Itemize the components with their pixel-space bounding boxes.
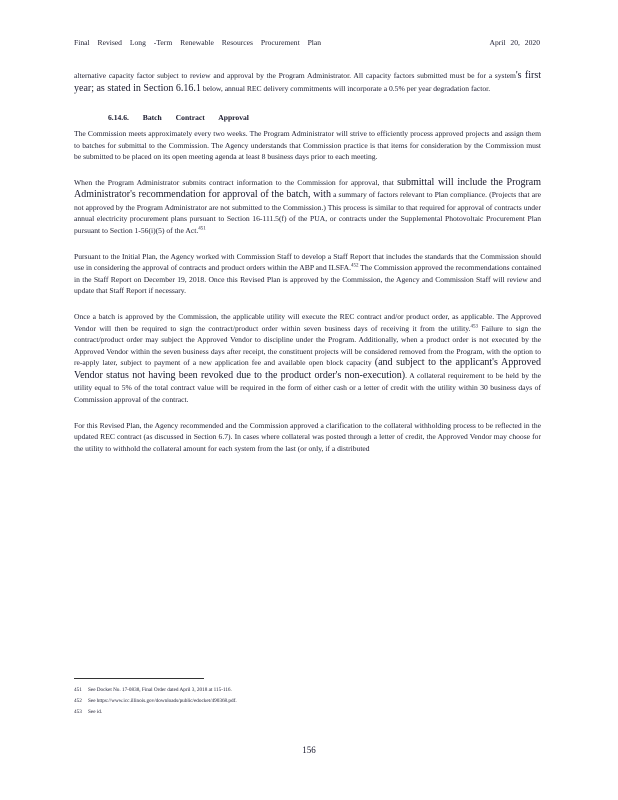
footnote: 453 See id. bbox=[74, 709, 103, 715]
footnote: 452 See https://www.icc.illinois.gov/downloads/public/edocket/490368.pdf. bbox=[74, 698, 237, 704]
paragraph-collateral: For this Revised Plan, the Agency recommended and the Commission approved a clarification to the collateral withholding process to be reflected in the updated REC contract (as discussed in Section 6.7). In cases where collateral was posted through a letter of credit, the Approved Vendor may choose for the utility to withhold the collateral amount for each system from the last (or only, if a distributed bbox=[74, 420, 541, 453]
paragraph-submittal: When the Program Administrator submits contract information to the Commission for approval, that submittal will include the Program Administrator's recommendation for approval of the batch, with a summary of factors relevant to Plan compliance. (Projects that are not approved by the Program Administrator are not submitted to the Commission.) This process is similar to that required for approval of contracts under annual electricity procurement plans pursuant to Section 16-111.5(f) of the PUA, or contracts under the Supplemental Photovoltaic Procurement Plan pursuant to Section 1-56(i)(5) of the Act.$^{451}$ bbox=[74, 176, 541, 235]
footnote-ref: 451 bbox=[198, 226, 206, 232]
header-date: April 20, 2020 bbox=[489, 38, 540, 47]
footnote: 451 See Docket No. 17-0838, Final Order dated April 3, 2018 at 115-116. bbox=[74, 687, 232, 693]
paragraph-batch-approved: Once a batch is approved by the Commission, the applicable utility will execute the REC contract and/or product order, as applicable. The Approved Vendor will then be required to sign the contract/product order within seven business days of receiving it from the utility.$^{453}$ Failure to sign the contract/product order may subject the Approved Vendor to discipline under the Program. Additionally, when a product order is not executed by the Approved Vendor within the seven business days after receipt, the constituent projects will be considered removed from the Program, with the option to re-apply later, subject to payment of a new application fee and available open block capacity (and subject to the applicant's Approved Vendor status not having been revoked due to the product order's non-execution). A collateral requirement to be held by the utility equal to 5% of the total contract value will be required in the form of either cash or a letter of credit with the utility within 30 business days of Commission approval of the contract. bbox=[74, 311, 541, 404]
footnote-ref: 453 bbox=[470, 324, 478, 329]
footnote-divider bbox=[74, 678, 204, 679]
footnote-ref: 452 bbox=[350, 263, 359, 269]
page-number: 156 bbox=[302, 745, 316, 755]
page-body bbox=[74, 70, 541, 454]
paragraph-capacity-factor: alternative capacity factor subject to review and approval by the Program Administrator. All capacity factors submitted must be for a system's first year; as stated in Section 6.16.1 below, annual REC delivery commitments will incorporate a 0.5% per year degradation factor. bbox=[74, 70, 541, 94]
section-heading: 6.14.6. Batch Contract Approval bbox=[108, 113, 249, 122]
header-title: Final Revised Long -Term Renewable Resources Procurement Plan bbox=[74, 38, 322, 47]
paragraph-staff-report: Pursuant to the Initial Plan, the Agency worked with Commission Staff to develop a Staff Report that includes the standards that the Commission should use in considering the approval of contracts and product orders within the ABP and ILSFA.$^{452}$ The Commission approved the recommendations contained in the Staff Report on December 19, 2018. Once this Revised Plan is approved by the Commission, the Agency and Commission Staff will review and update that Staff Report if necessary. bbox=[74, 251, 542, 296]
paragraph-commission-meets: The Commission meets approximately every two weeks. The Program Administrator will strive to efficiently process approved projects and assign them to batches for submittal to the Commission. The Agency understands that Commission practice is that items for consideration by the Commission must be submitted to be placed on its open meeting agenda at least 8 business days prior to each meeting. bbox=[74, 129, 541, 162]
